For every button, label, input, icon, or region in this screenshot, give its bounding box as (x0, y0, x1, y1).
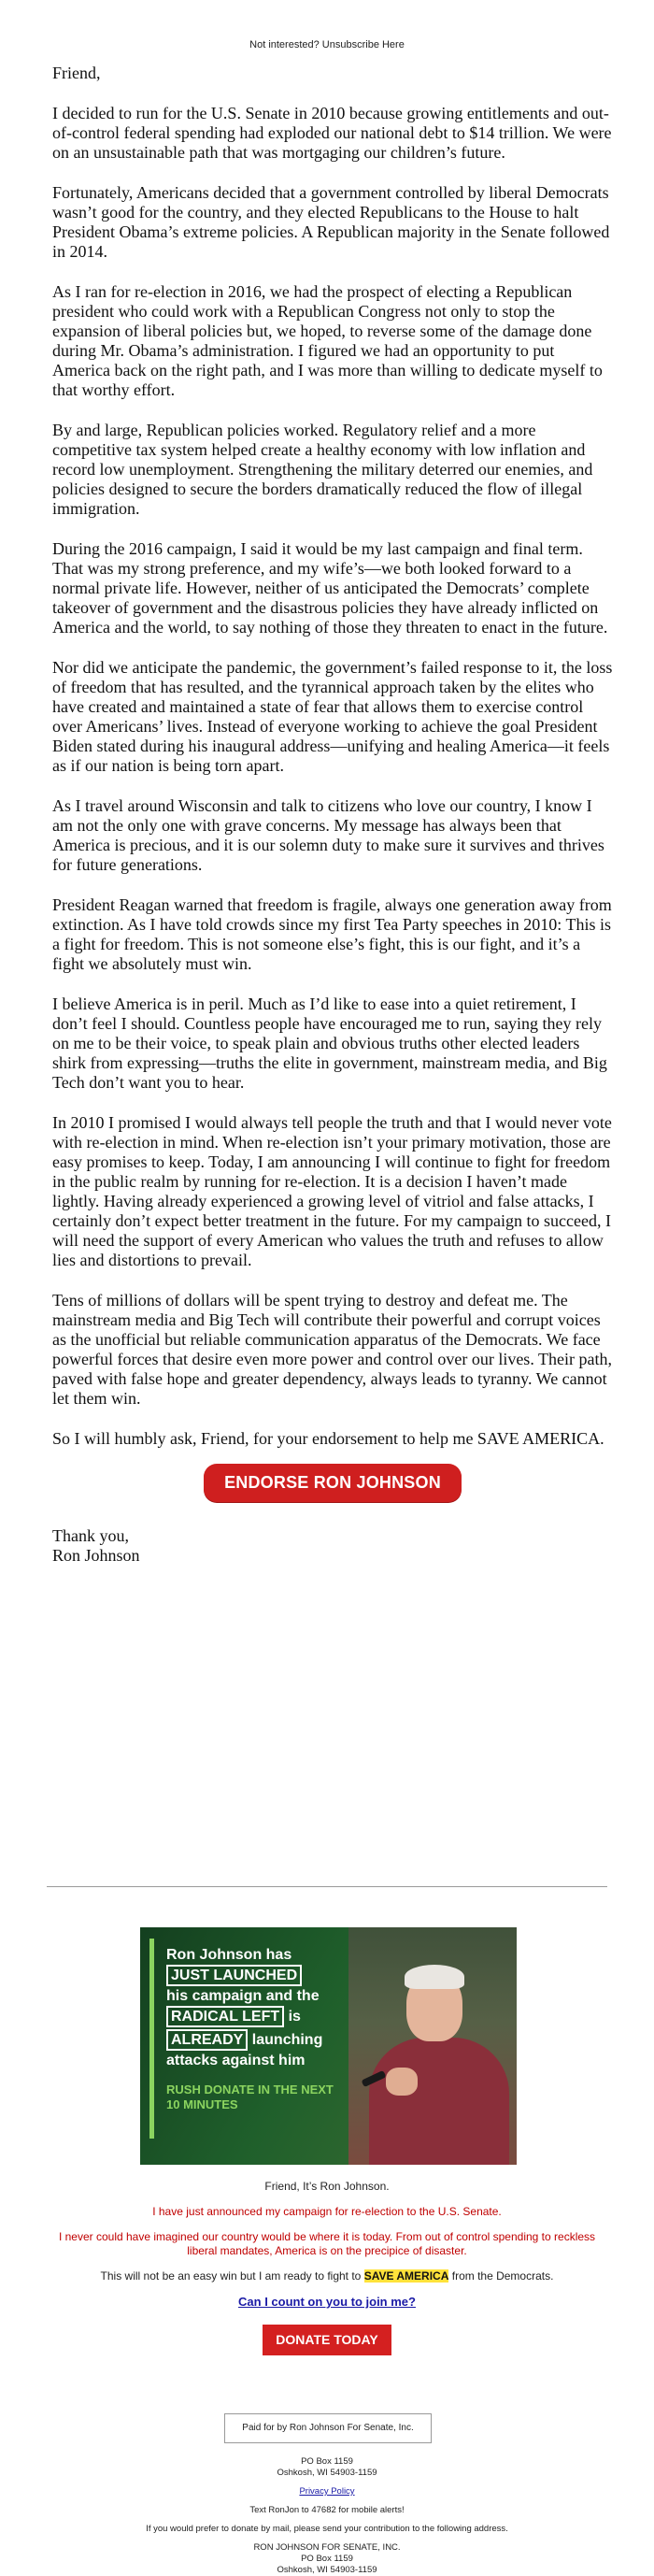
banner-highlight: ALREADY (166, 2029, 248, 2051)
salutation: Friend, (52, 64, 101, 82)
letter-paragraph: I decided to run for the U.S. Senate in 2010 because growing entitlements and out-of-control federal spending had exploded our national debt to $14 trillion. We were on an unsustainable path that was mortgaging our children’s future. (52, 104, 612, 162)
unsubscribe-link[interactable]: Not interested? Unsubscribe Here (249, 39, 405, 50)
bottom-paragraph: I have just announced my campaign for re-election to the U.S. Senate. (152, 2205, 502, 2218)
letter-paragraph: President Reagan warned that freedom is fragile, always one generation away from extinction. As I have told crowds since my first Tea Party speeches in 2010: This is a fight for freedom. This is not someone else’s fight, this is our fight, and it’s a fight we absolutely must win. (52, 895, 612, 973)
photo-hair (405, 1965, 464, 1989)
footer-po-box: PO Box 1159 (301, 2456, 353, 2467)
footer-city-2: Oshkosh, WI 54903-1159 (277, 2565, 377, 2575)
footer-org-name: RON JOHNSON FOR SENATE, INC. (253, 2542, 401, 2553)
banner-highlight: RADICAL LEFT (166, 2006, 284, 2027)
signoff (52, 1526, 613, 1566)
banner-line: launching attacks against him (166, 2032, 323, 2068)
banner-text (166, 1946, 344, 2112)
letter-body (52, 64, 613, 1566)
banner-word: is (288, 2009, 301, 2025)
letter-paragraph: Nor did we anticipate the pandemic, the government’s failed response to it, the loss of freedom that has resulted, and the tyrannical approach taken by the elites who have created and maintained a state of fear that allows them to exercise control over Americans’ lives. Instead of everyone working to achieve the goal President Biden stated during his inaugural address—unifying and healing America—it feels as if our nation is being torn apart. (52, 658, 613, 775)
bottom-greeting: Friend, It’s Ron Johnson. (264, 2180, 390, 2193)
banner-accent-bar (149, 1939, 154, 2139)
privacy-policy-link[interactable]: Privacy Policy (299, 2486, 355, 2497)
letter-paragraph: In 2010 I promised I would always tell people the truth and that I would never vote with re-election in mind. When re-election isn’t your primary motivation, those are easy promises to keep. Today, I am announcing I will continue to fight for freedom in the public realm by running for re-election. It is a decision I haven’t made lightly. Having already experienced a growing level of vitriol and false attacks, I certainly don’t expect better treatment in the future. For my campaign to succeed, I will need the support of every American who values the truth and refuses to allow lies and distortions to prevail. (52, 1113, 612, 1269)
letter-paragraph: As I travel around Wisconsin and talk to citizens who love our country, I know I am not the only one with grave concerns. My message has always been that America is precious, and it is our solemn duty to make sure it survives and thrives for future generations. (52, 796, 604, 874)
banner-line: Ron Johnson has (166, 1947, 292, 1963)
footer-city: Oshkosh, WI 54903-1159 (277, 2468, 377, 2478)
photo-shirt (369, 2038, 509, 2165)
footer-po-box-2: PO Box 1159 (301, 2554, 353, 2564)
footer-mail-note: If you would prefer to donate by mail, please send your contribution to the following address. (146, 2524, 508, 2534)
footer (47, 2456, 607, 2576)
section-divider (47, 1886, 607, 1887)
paid-for-box: Paid for by Ron Johnson For Senate, Inc. (224, 2413, 432, 2443)
bottom-paragraph (47, 2269, 607, 2283)
candidate-photo (348, 1927, 517, 2165)
footer-text-alerts: Text RonJon to 47682 for mobile alerts! (249, 2505, 405, 2515)
bottom-text: This will not be an easy win but I am ready to fight to (100, 2269, 362, 2283)
donate-today-button[interactable]: DONATE TODAY (263, 2325, 391, 2355)
bottom-message (47, 2180, 607, 2361)
letter-paragraph: Fortunately, Americans decided that a government controlled by liberal Democrats wasn’t good for the country, and they elected Republicans to the House to halt President Obama’s extreme policies. A Republican majority in the Senate followed in 2014. (52, 183, 610, 261)
letter-paragraph: I believe America is in peril. Much as I’d like to ease into a quiet retirement, I don’t feel I should. Countless people have encouraged me to run, saying they rely on me to be their voice, to speak plain and obvious truths other elected leaders shirk from expressing—truths the elite in government, mainstream media, and Big Tech don’t want you to hear. (52, 995, 607, 1092)
signoff-thanks: Thank you, (52, 1526, 129, 1545)
endorse-button[interactable]: ENDORSE RON JOHNSON (204, 1464, 462, 1502)
unsubscribe-bar (0, 0, 654, 52)
banner-line: his campaign and the (166, 1988, 320, 2004)
signoff-name: Ron Johnson (52, 1546, 140, 1565)
letter-paragraph: As I ran for re-election in 2016, we had the prospect of electing a Republican president who could work with a Republican Congress not only to stop the expansion of liberal policies but, we hoped, to reverse some of the damage done during Mr. Obama’s administration. I figured we had an opportunity to put America back on the right path, and I was more than willing to dedicate myself to that worthy effort. (52, 282, 603, 399)
cta-wrapper (52, 1464, 613, 1502)
banner-rush: RUSH DONATE IN THE NEXT 10 MINUTES (166, 2082, 334, 2111)
save-america-highlight: SAVE AMERICA (363, 2269, 449, 2283)
letter-paragraph: During the 2016 campaign, I said it would be my last campaign and final term. That was my strong preference, and my wife’s—we both looked forward to a normal private life. However, neither of us anticipated the Democrats’ complete takeover of government and the disastrous policies they have already inflicted on America and the world, to say nothing of those they threaten to enact in the future. (52, 539, 608, 637)
bottom-text: from the Democrats. (451, 2269, 554, 2283)
join-me-link[interactable]: Can I count on you to join me? (238, 2295, 416, 2309)
letter-paragraph: Tens of millions of dollars will be spent trying to destroy and defeat me. The mainstream media and Big Tech will contribute their powerful and corrupt voices as the unofficial but reliable communication apparatus of the Democrats. We face powerful forces that desire even more power and control over our lives. Their path, paved with false hope and greater dependency, always leads to tyranny. We cannot let them win. (52, 1291, 612, 1408)
letter-paragraph: By and large, Republican policies worked. Regulatory relief and a more competitive tax system helped create a healthy economy with low inflation and record low unemployment. Strengthening the military deterred our enemies, and policies designed to secure the borders dramatically reduced the flow of illegal immigration. (52, 421, 593, 518)
bottom-paragraph: I never could have imagined our country would be where it is today. From out of control spending to reckless liberal mandates, America is on the precipice of disaster. (58, 2230, 596, 2257)
campaign-banner[interactable] (140, 1927, 517, 2165)
photo-hand (386, 2068, 418, 2096)
banner-highlight: JUST LAUNCHED (166, 1965, 302, 1986)
letter-paragraph: So I will humbly ask, Friend, for your endorsement to help me SAVE AMERICA. (52, 1429, 604, 1448)
